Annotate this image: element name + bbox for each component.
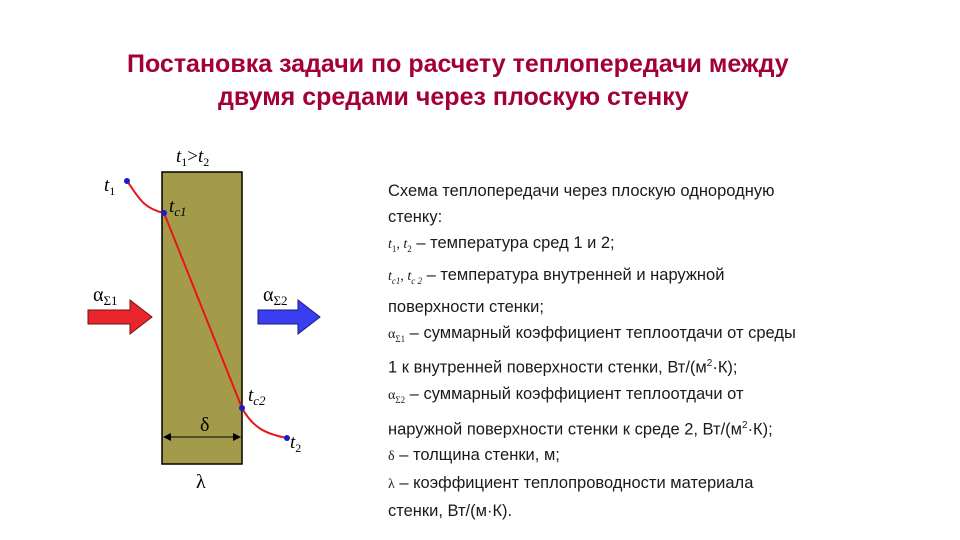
curve-medium-2 [242, 408, 287, 438]
symbol-t: $t_1$, $t_2$ [388, 237, 412, 254]
desc-tc-line-2: поверхности стенки; [388, 297, 544, 316]
symbol-tc: $t_{c1}$, $t_{c 2}$ [388, 268, 423, 286]
desc-alpha2-line-2: наружной поверхности стенки к среде 2, $Вт/(м^2\cdot К)$; [388, 419, 773, 439]
title-line-1: Постановка задачи по расчету теплопередачи между [127, 50, 789, 78]
curve-medium-1 [127, 181, 164, 213]
point-tc1 [161, 210, 167, 216]
label-t2: $t_2$ [290, 432, 302, 455]
symbol-alpha-2: $\alpha_{\Sigma 2}$ [388, 387, 406, 405]
desc-delta-line: δ – толщина стенки, м; [388, 446, 560, 465]
point-t1 [124, 178, 130, 184]
description-block [388, 178, 908, 524]
symbol-lambda: λ [388, 477, 395, 493]
symbol-delta: δ [388, 449, 395, 465]
desc-lambda-line-1: λ – коэффициент теплопроводности материала [388, 474, 754, 493]
label-lambda: λ [196, 471, 206, 493]
title-line-2: двумя средами через плоскую стенку [218, 83, 689, 111]
label-tc2: $t_{c2}$ [248, 385, 266, 408]
desc-lambda-line-2: стенки, Вт/(м·К). [388, 502, 513, 521]
label-alpha-2: $\alpha_{\Sigma 2}$ [263, 284, 288, 308]
desc-t-line: $t_1$, $t_2$ – температура сред 1 и 2; [388, 234, 615, 254]
desc-tc-line-1: $t_{c1}$, $t_{c 2}$ – температура внутренней и наружной [388, 265, 725, 286]
desc-alpha1-line-1: $\alpha_{\Sigma 1}$ – суммарный коэффициент теплоотдачи от среды [388, 323, 796, 344]
symbol-alpha-1: $\alpha_{\Sigma 1}$ [388, 326, 406, 344]
desc-intro-2: стенку: [388, 208, 443, 226]
desc-intro-1: Схема теплопередачи через плоскую однородную [388, 182, 775, 200]
label-delta: δ [200, 414, 210, 436]
desc-alpha2-line-1: $\alpha_{\Sigma 2}$ – суммарный коэффициент теплоотдачи от [388, 384, 744, 405]
label-tc1: $t_{c1}$ [169, 196, 187, 219]
point-tc2 [239, 405, 245, 411]
desc-alpha1-line-2: 1 к внутренней поверхности стенки, $Вт/(м^2\cdot К)$; [388, 358, 738, 377]
label-t1: $t_1$ [104, 175, 116, 198]
label-alpha-1: $\alpha_{\Sigma 1}$ [93, 284, 118, 308]
label-t1-gt-t2: $t_1>t_2$ [176, 146, 210, 169]
